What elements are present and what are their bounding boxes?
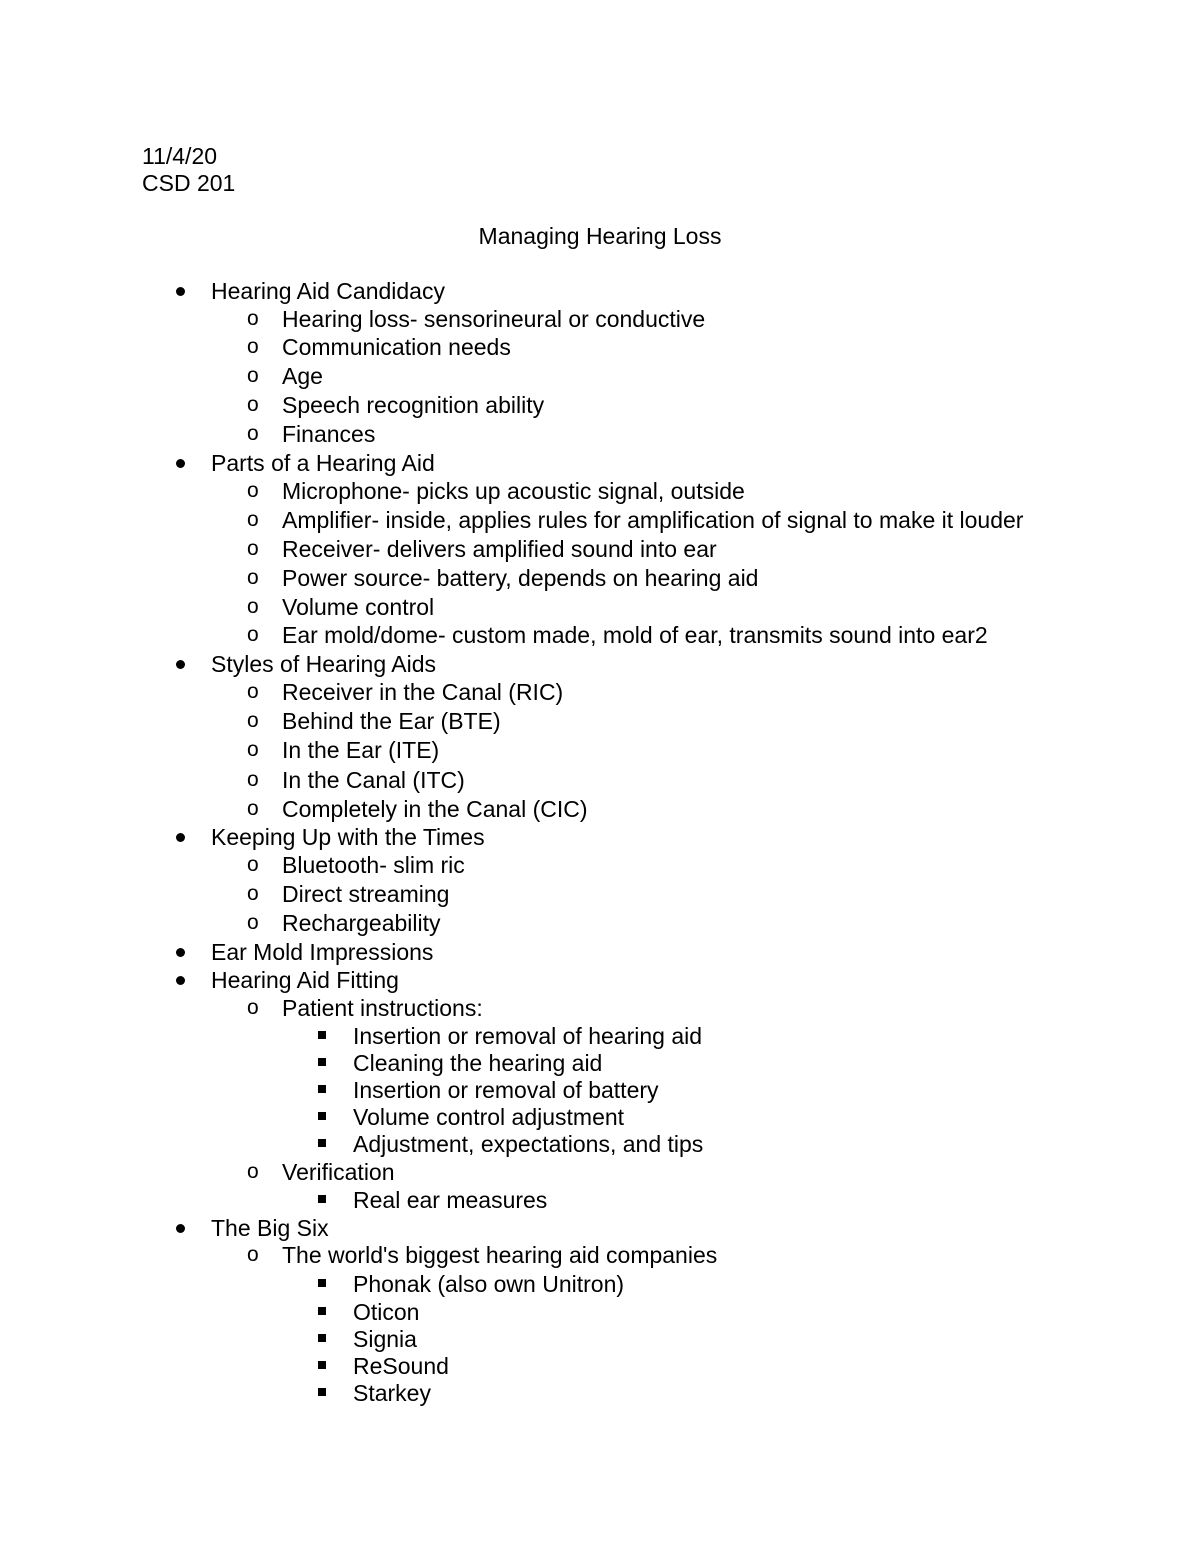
bullet-square-icon [318,1307,326,1315]
outline-item-text: Power source- battery, depends on hearing aid [282,565,759,591]
outline-item-text: Adjustment, expectations, and tips [353,1131,704,1157]
outline-item-level-1 [0,277,1200,305]
outline-item-text: Insertion or removal of hearing aid [353,1023,703,1049]
outline-item-text: Parts of a Hearing Aid [211,450,435,476]
outline-item-text: Bluetooth- slim ric [282,852,465,878]
outline-item-text: Volume control [282,594,435,620]
outline-item-level-2 [0,362,1200,390]
bullet-circle-marker: o [247,422,259,445]
bullet-circle-marker: o [247,680,259,703]
date-line: 11/4/20 [142,143,218,169]
outline-item-text: Amplifier- inside, applies rules for amplification of signal to make it louder [282,507,1024,533]
outline-item-text: Verification [282,1159,395,1185]
outline-item-level-2 [0,909,1200,937]
bullet-circle-marker: o [247,566,259,589]
outline-item-level-3 [0,1379,1200,1407]
outline-item-level-1 [0,1214,1200,1242]
outline-item-text: Cleaning the hearing aid [353,1050,603,1076]
outline-item-text: Volume control adjustment [353,1104,625,1130]
bullet-square-icon [318,1334,326,1342]
outline-item-level-2 [0,391,1200,419]
outline-item-text: Receiver in the Canal (RIC) [282,679,564,705]
bullet-circle-marker: o [247,1243,259,1266]
outline-item-text: Rechargeability [282,910,441,936]
bullet-square-icon [318,1388,326,1396]
outline-item-text: Receiver- delivers amplified sound into ear [282,536,717,562]
outline-item-level-2 [0,736,1200,764]
outline-item-text: Starkey [353,1380,431,1406]
bullet-dot-icon [176,976,185,985]
outline-item-level-2 [0,535,1200,563]
bullet-circle-marker: o [247,537,259,560]
bullet-dot-icon [176,459,185,468]
outline-item-text: Hearing loss- sensorineural or conductive [282,306,706,332]
outline-item-level-2 [0,994,1200,1022]
bullet-square-icon [318,1031,326,1039]
outline-item-text: Communication needs [282,334,511,360]
outline-item-text: Speech recognition ability [282,392,545,418]
outline-item-level-2 [0,593,1200,621]
outline-item-level-3 [0,1076,1200,1104]
outline-item-text: Patient instructions: [282,995,483,1021]
outline-item-level-3 [0,1130,1200,1158]
bullet-circle-marker: o [247,479,259,502]
outline-item-level-1 [0,938,1200,966]
page-title: Managing Hearing Loss [478,223,722,249]
outline-item-text: Hearing Aid Fitting [211,967,399,993]
outline-item-level-2 [0,851,1200,879]
outline-item-level-3 [0,1352,1200,1380]
bullet-square-icon [318,1085,326,1093]
bullet-circle-marker: o [247,853,259,876]
outline-item-text: Age [282,363,323,389]
outline-item-text: Oticon [353,1299,420,1325]
outline-item-level-2 [0,333,1200,361]
outline-item-level-2 [0,678,1200,706]
bullet-circle-marker: o [247,364,259,387]
bullet-dot-icon [176,660,185,669]
outline-item-level-2 [0,621,1200,649]
outline-item-text: ReSound [353,1353,449,1379]
bullet-circle-marker: o [247,738,259,761]
bullet-circle-marker: o [247,307,259,330]
outline-item-level-1 [0,449,1200,477]
outline-item-text: Styles of Hearing Aids [211,651,437,677]
outline-item-text: Keeping Up with the Times [211,824,485,850]
outline-item-level-3 [0,1103,1200,1131]
outline-item-text: Direct streaming [282,881,450,907]
outline-item-level-3 [0,1049,1200,1077]
bullet-square-icon [318,1361,326,1369]
bullet-square-icon [318,1112,326,1120]
outline-item-level-2 [0,880,1200,908]
course-line: CSD 201 [142,170,236,196]
bullet-dot-icon [176,287,185,296]
outline-item-text: In the Ear (ITE) [282,737,440,763]
bullet-circle-marker: o [247,996,259,1019]
bullet-dot-icon [176,833,185,842]
outline-item-level-1 [0,650,1200,678]
bullet-circle-marker: o [247,595,259,618]
outline-item-level-2 [0,506,1200,534]
bullet-dot-icon [176,1224,185,1233]
outline-item-text: Real ear measures [353,1187,548,1213]
outline-item-level-3 [0,1270,1200,1298]
outline-item-level-2 [0,1241,1200,1269]
outline-item-text: Finances [282,421,376,447]
outline-item-level-2 [0,795,1200,823]
bullet-square-icon [318,1058,326,1066]
outline-item-level-1 [0,823,1200,851]
bullet-square-icon [318,1139,326,1147]
bullet-circle-marker: o [247,709,259,732]
outline-item-text: Ear Mold Impressions [211,939,434,965]
bullet-square-icon [318,1279,326,1287]
bullet-dot-icon [176,948,185,957]
outline-item-level-2 [0,707,1200,735]
outline-item-text: Behind the Ear (BTE) [282,708,501,734]
bullet-square-icon [318,1195,326,1203]
bullet-circle-marker: o [247,768,259,791]
bullet-circle-marker: o [247,623,259,646]
bullet-circle-marker: o [247,911,259,934]
outline-item-text: Ear mold/dome- custom made, mold of ear, transmits sound into ear2 [282,622,988,648]
bullet-circle-marker: o [247,335,259,358]
outline-item-level-3 [0,1325,1200,1353]
outline-item-level-3 [0,1186,1200,1214]
outline-item-text: Completely in the Canal (CIC) [282,796,588,822]
outline-item-level-2 [0,420,1200,448]
bullet-circle-marker: o [247,1160,259,1183]
outline-item-text: Microphone- picks up acoustic signal, outside [282,478,745,504]
outline-item-level-2 [0,305,1200,333]
bullet-circle-marker: o [247,393,259,416]
outline-item-text: The world's biggest hearing aid companies [282,1242,718,1268]
bullet-circle-marker: o [247,797,259,820]
outline-item-level-3 [0,1298,1200,1326]
outline-item-text: The Big Six [211,1215,329,1241]
outline-item-level-2 [0,564,1200,592]
outline-item-level-2 [0,766,1200,794]
bullet-circle-marker: o [247,508,259,531]
outline-item-text: Hearing Aid Candidacy [211,278,445,304]
outline-item-level-2 [0,1158,1200,1186]
bullet-circle-marker: o [247,882,259,905]
outline-item-text: In the Canal (ITC) [282,767,465,793]
outline-item-text: Insertion or removal of battery [353,1077,659,1103]
outline-item-text: Signia [353,1326,417,1352]
outline-item-text: Phonak (also own Unitron) [353,1271,625,1297]
outline-item-level-3 [0,1022,1200,1050]
outline-item-level-1 [0,966,1200,994]
outline-item-level-2 [0,477,1200,505]
